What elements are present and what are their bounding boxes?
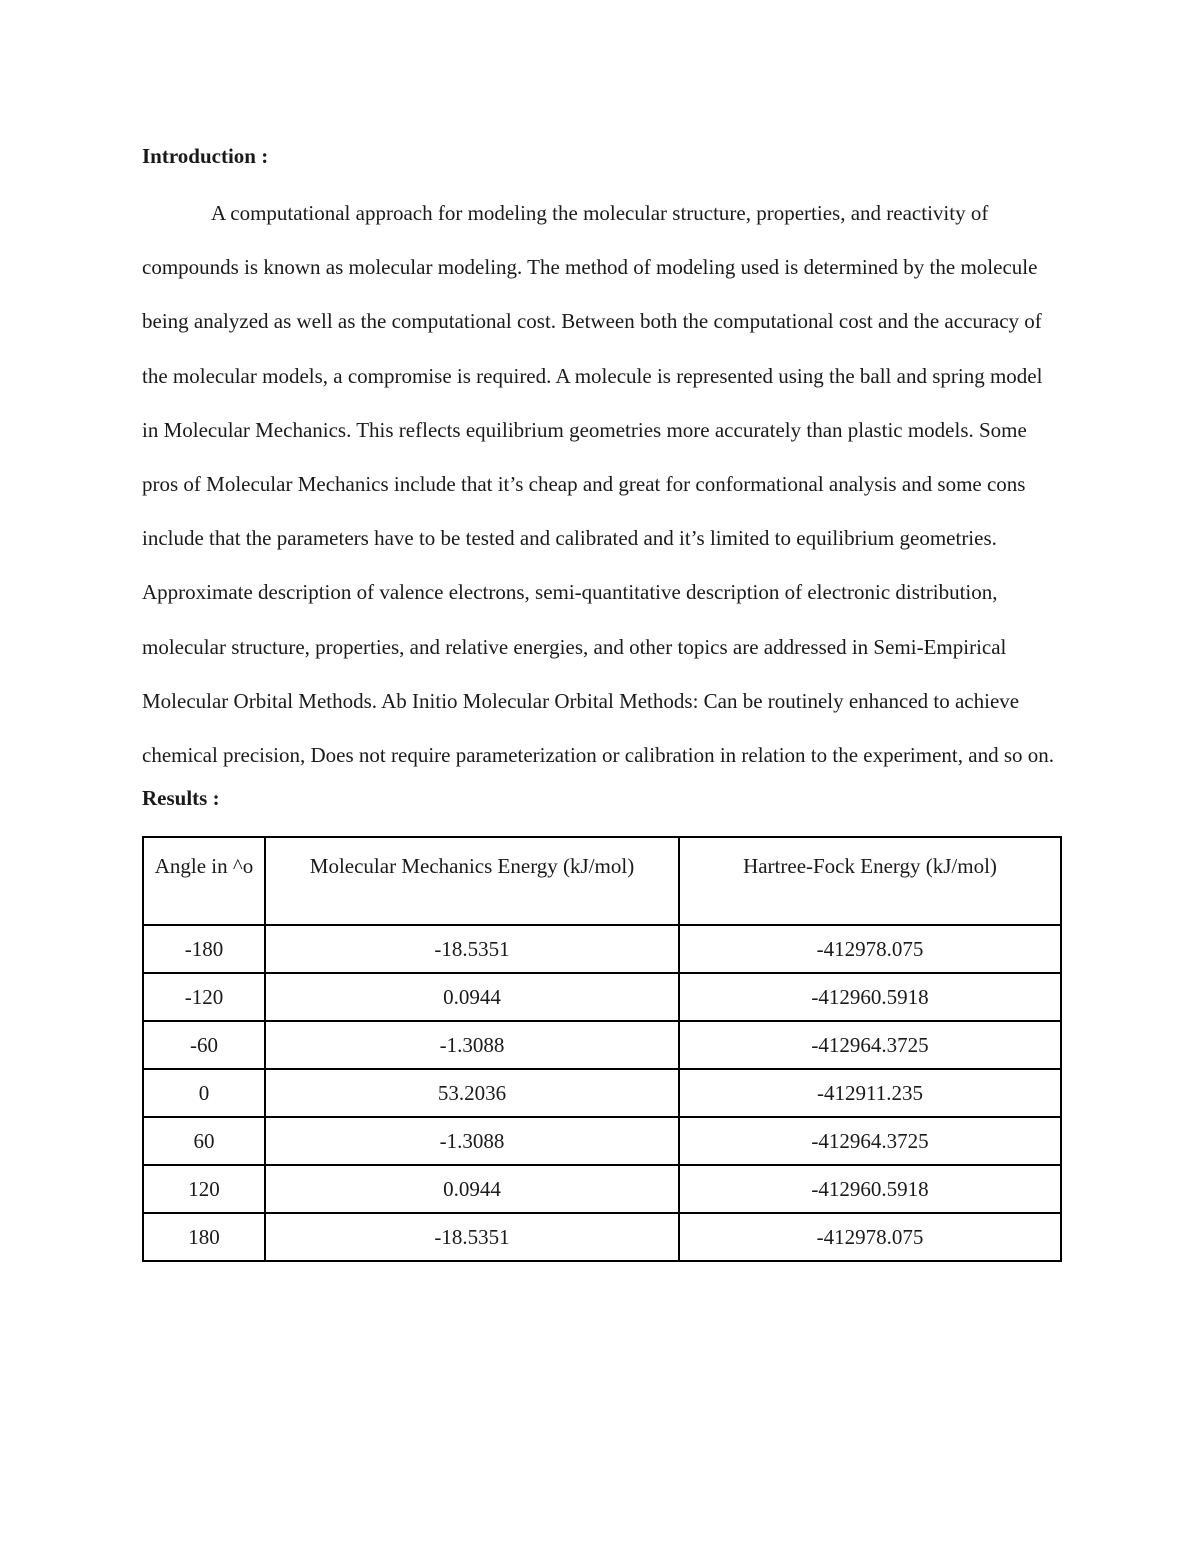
cell-hf-energy: -412978.075 [679,925,1061,973]
introduction-paragraph: A computational approach for modeling the molecular structure, properties, and reactivity of compounds is known as molecular modeling. The method of modeling used is determined by the molecule being analyzed as well as the computational cost. Between both the computational cost and the accuracy of the molecular models, a compromise is required. A molecule is represented using the ball and spring model in Molecular Mechanics. This reflects equilibrium geometries more accurately than plastic models. Some pros of Molecular Mechanics include that it’s cheap and great for conformational analysis and some cons include that the parameters have to be tested and calibrated and it’s limited to equilibrium geometries. Approximate description of valence electrons, semi-quantitative description of electronic distribution, molecular structure, properties, and relative energies, and other topics are addressed in Semi-Empirical Molecular Orbital Methods. Ab Initio Molecular Orbital Methods: Can be routinely enhanced to achieve chemical precision, Does not require parameterization or calibration in relation to the experiment, and so on. [142,201,1055,768]
introduction-heading: Introduction : [142,144,269,168]
cell-mm-energy: -1.3088 [265,1021,679,1069]
cell-angle: -180 [143,925,265,973]
cell-hf-energy: -412960.5918 [679,973,1061,1021]
header-hf-energy: Hartree-Fock Energy (kJ/mol) [679,837,1061,925]
table-row [143,925,1061,973]
cell-hf-energy: -412911.235 [679,1069,1061,1117]
cell-mm-energy: 0.0944 [265,1165,679,1213]
header-angle: Angle in ^o [143,837,265,925]
cell-mm-energy: 0.0944 [265,973,679,1021]
table-row [143,1117,1061,1165]
cell-hf-energy: -412960.5918 [679,1165,1061,1213]
cell-angle: 60 [143,1117,265,1165]
table-header-row [143,837,1061,925]
header-mm-energy: Molecular Mechanics Energy (kJ/mol) [265,837,679,925]
table-row [143,1069,1061,1117]
cell-angle: 0 [143,1069,265,1117]
cell-mm-energy: -18.5351 [265,925,679,973]
cell-angle: 180 [143,1213,265,1261]
cell-mm-energy: 53.2036 [265,1069,679,1117]
cell-hf-energy: -412978.075 [679,1213,1061,1261]
table-row [143,973,1061,1021]
table-row [143,1213,1061,1261]
cell-mm-energy: -18.5351 [265,1213,679,1261]
cell-hf-energy: -412964.3725 [679,1021,1061,1069]
cell-angle: -60 [143,1021,265,1069]
cell-angle: -120 [143,973,265,1021]
document-page [142,140,1060,1262]
cell-mm-energy: -1.3088 [265,1117,679,1165]
table-row [143,1021,1061,1069]
results-heading: Results : [142,786,220,811]
results-table [142,836,1062,1262]
cell-hf-energy: -412964.3725 [679,1117,1061,1165]
table-row [143,1165,1061,1213]
cell-angle: 120 [143,1165,265,1213]
